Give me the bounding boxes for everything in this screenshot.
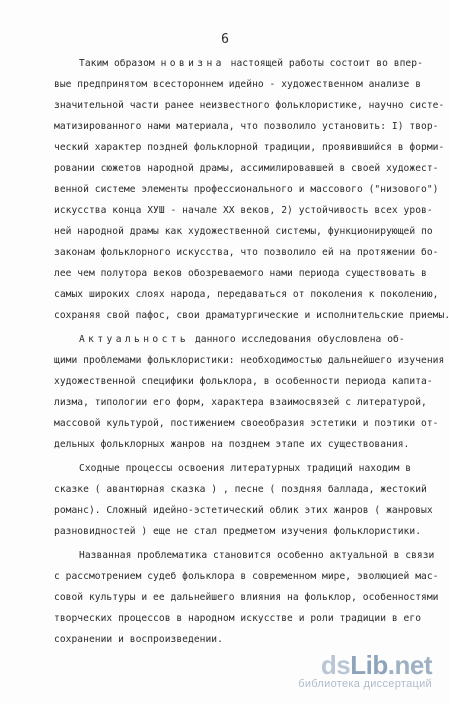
text-line-14-suffix: данного исследования обусловлена об-: [189, 334, 405, 345]
text-line-6: ровании сюжетов народной драмы, ассимилировавшей в своей художест-: [54, 163, 439, 174]
text-line-15: щими проблемами фольклористики: необходимостью дальнейшего изучения: [54, 355, 445, 366]
text-line-8: искусства конца ХУШ - начале XX веков, 2) устойчивость всех уров-: [54, 205, 433, 216]
text-line-20: Сходные процессы освоения литературных традиций находим в: [79, 463, 412, 474]
text-line-1-prefix: Таким образом: [79, 58, 161, 69]
text-line-25: с рассмотрением судеб фольклора в современном мире, эволюцией мас-: [54, 571, 439, 582]
page-number: 6: [221, 32, 229, 47]
watermark-subtitle: библиотека диссертаций: [298, 678, 432, 690]
emphasis-novelty: новизна: [160, 58, 225, 69]
text-line-17: лизма, типологии его форм, характера взаимосвязей с литературой,: [54, 397, 427, 408]
text-line-28: сохранении и воспроизведении.: [54, 634, 223, 645]
watermark-brand: dsLib.net: [320, 650, 432, 680]
text-line-10: законам фольклорного искусства, что позволило ей на протяжении бо-: [54, 247, 439, 258]
emphasis-relevance: Актуальность: [79, 334, 190, 345]
text-line-27: творческих процессов в народном искусстве и роли традиции в его: [54, 613, 422, 624]
text-line-18: массовой культурой, постижением своеобразия эстетики и поэтики от-: [54, 418, 439, 429]
text-line-2: вые предпринятом всестороннем идейно - художественном анализе в: [54, 79, 422, 90]
text-line-19: дельных фольклорных жанров на позднем этапе их существования.: [54, 439, 410, 450]
text-line-22: романс). Сложный идейно-эстетический облик этих жанров ( жанровых: [54, 505, 433, 516]
text-line-11: лее чем полутора веков обозреваемого нами периода существовать в: [54, 268, 427, 279]
text-line-16: художественной специфики фольклора, в особенности периода капита-: [54, 376, 433, 387]
text-line-7: венной системе элементы профессионального и массового ("низового"): [54, 184, 439, 195]
text-line-26: совой культуры и ее дальнейшего влияния на фольклор, особенностями: [54, 592, 439, 603]
text-line-24: Названная проблематика становится особенно актуальной в связи: [79, 550, 435, 561]
text-line-9: ней народной драмы как художественной системы, функционирующей по: [54, 226, 433, 237]
watermark-logo: [298, 652, 432, 691]
text-line-23: разновидностей ) еще не стал предметом изучения фольклористики.: [54, 526, 422, 537]
text-line-5: ческий характер поздней фольклорной традиции, проявившийся в форми-: [54, 142, 445, 153]
text-line-1: [79, 58, 423, 70]
text-line-21: сказке ( авантюрная сказка ) , песне ( поздняя баллада, жестокий: [54, 484, 427, 495]
text-line-14: [79, 334, 405, 346]
text-line-13: сохраняя свой пафос, свои драматургические и исполнительские приемы.: [54, 310, 450, 321]
text-line-12: самых широких слоях народа, передаваться от поколения к поколению,: [54, 289, 439, 300]
text-line-1-suffix: настоящей работы состоит во впер-: [224, 58, 423, 69]
text-line-3: значительной части ранее неизвестного фольклористике, научно систе-: [54, 100, 445, 111]
text-line-4: матизированного нами материала, что позволило установить: I) твор-: [54, 121, 439, 132]
